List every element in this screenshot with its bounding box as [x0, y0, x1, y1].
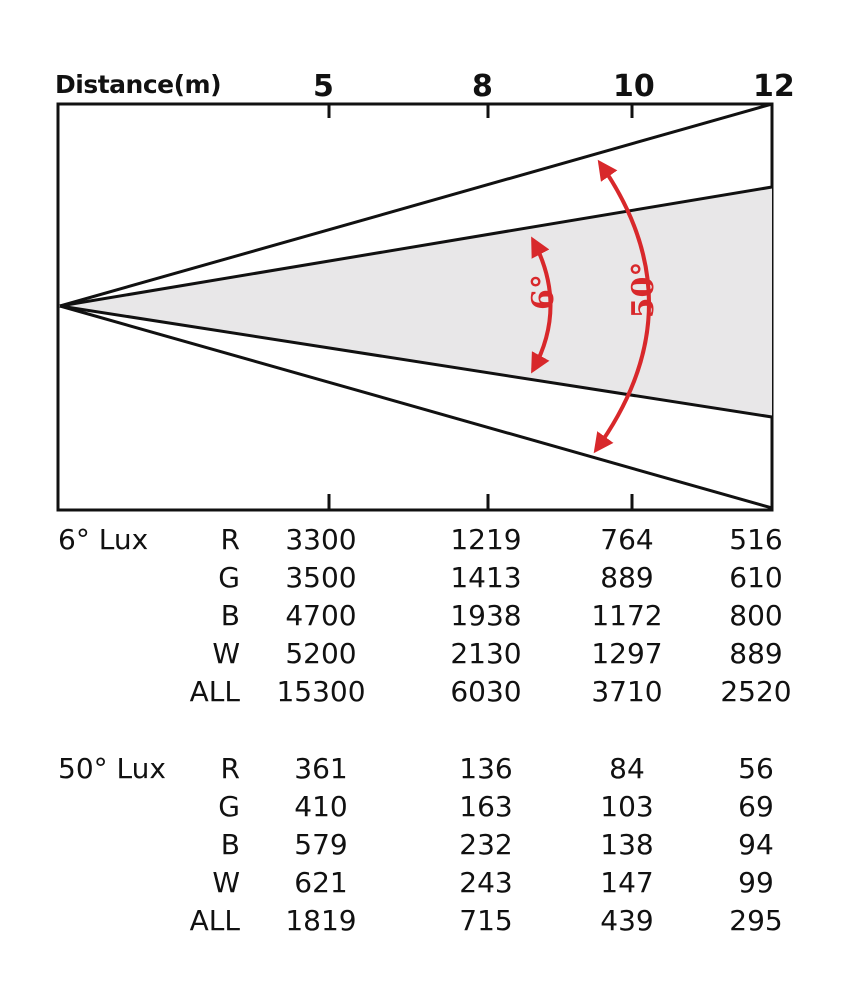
channel-label: B: [220, 599, 240, 632]
lux-value: 295: [729, 904, 783, 937]
lux-value: 103: [600, 790, 654, 823]
table-row: [0, 902, 854, 940]
lux-value: 1938: [450, 599, 522, 632]
table-row: [0, 673, 854, 711]
channel-label: ALL: [189, 675, 240, 708]
lux-value: 410: [294, 790, 348, 823]
lux-value: 243: [459, 866, 513, 899]
angle-label-6: 6°: [526, 274, 561, 310]
channel-label: G: [218, 561, 240, 594]
table-row: [0, 597, 854, 635]
channel-label: W: [212, 637, 240, 670]
group-label: 6° Lux: [58, 523, 149, 556]
lux-value: 764: [600, 523, 654, 556]
lux-value: 1819: [285, 904, 357, 937]
lux-value: 99: [738, 866, 774, 899]
lux-value: 147: [600, 866, 654, 899]
channel-label: W: [212, 866, 240, 899]
lux-value: 56: [738, 752, 774, 785]
lux-value: 3710: [591, 675, 663, 708]
lux-value: 232: [459, 828, 513, 861]
lux-value: 163: [459, 790, 513, 823]
table-row: [0, 559, 854, 597]
lux-value: 889: [729, 637, 783, 670]
group-label: 50° Lux: [58, 752, 166, 785]
lux-value: 361: [294, 752, 348, 785]
lux-value: 4700: [285, 599, 357, 632]
table-row: [0, 826, 854, 864]
lux-value: 2520: [720, 675, 792, 708]
table-row: [0, 788, 854, 826]
lux-value: 69: [738, 790, 774, 823]
lux-value: 579: [294, 828, 348, 861]
lux-value: 610: [729, 561, 783, 594]
tick-label-10: 10: [613, 69, 655, 104]
lux-value: 1172: [591, 599, 663, 632]
lux-value: 889: [600, 561, 654, 594]
lux-value: 2130: [450, 637, 522, 670]
channel-label: ALL: [189, 904, 240, 937]
lux-value: 800: [729, 599, 783, 632]
lux-value: 516: [729, 523, 783, 556]
lux-value: 621: [294, 866, 348, 899]
channel-label: B: [220, 828, 240, 861]
channel-label: G: [218, 790, 240, 823]
lux-value: 439: [600, 904, 654, 937]
lux-value: 3500: [285, 561, 357, 594]
distance-axis-label: Distance(m): [55, 70, 221, 99]
table-row: [0, 521, 854, 559]
tick-label-12: 12: [753, 69, 795, 104]
angle-label-50: 50°: [626, 261, 661, 319]
lux-value: 6030: [450, 675, 522, 708]
lux-value: 136: [459, 752, 513, 785]
lux-value: 84: [609, 752, 645, 785]
lux-value: 1219: [450, 523, 522, 556]
lux-value: 94: [738, 828, 774, 861]
table-row: [0, 864, 854, 902]
lux-value: 1413: [450, 561, 522, 594]
lux-value: 138: [600, 828, 654, 861]
lux-value: 5200: [285, 637, 357, 670]
lux-value: 3300: [285, 523, 357, 556]
lux-value: 715: [459, 904, 513, 937]
channel-label: R: [220, 752, 240, 785]
table-row: [0, 635, 854, 673]
tick-label-8: 8: [472, 69, 493, 104]
tick-label-5: 5: [313, 69, 334, 104]
channel-label: R: [220, 523, 240, 556]
table-row: [0, 750, 854, 788]
lux-value: 1297: [591, 637, 663, 670]
lux-value: 15300: [276, 675, 366, 708]
